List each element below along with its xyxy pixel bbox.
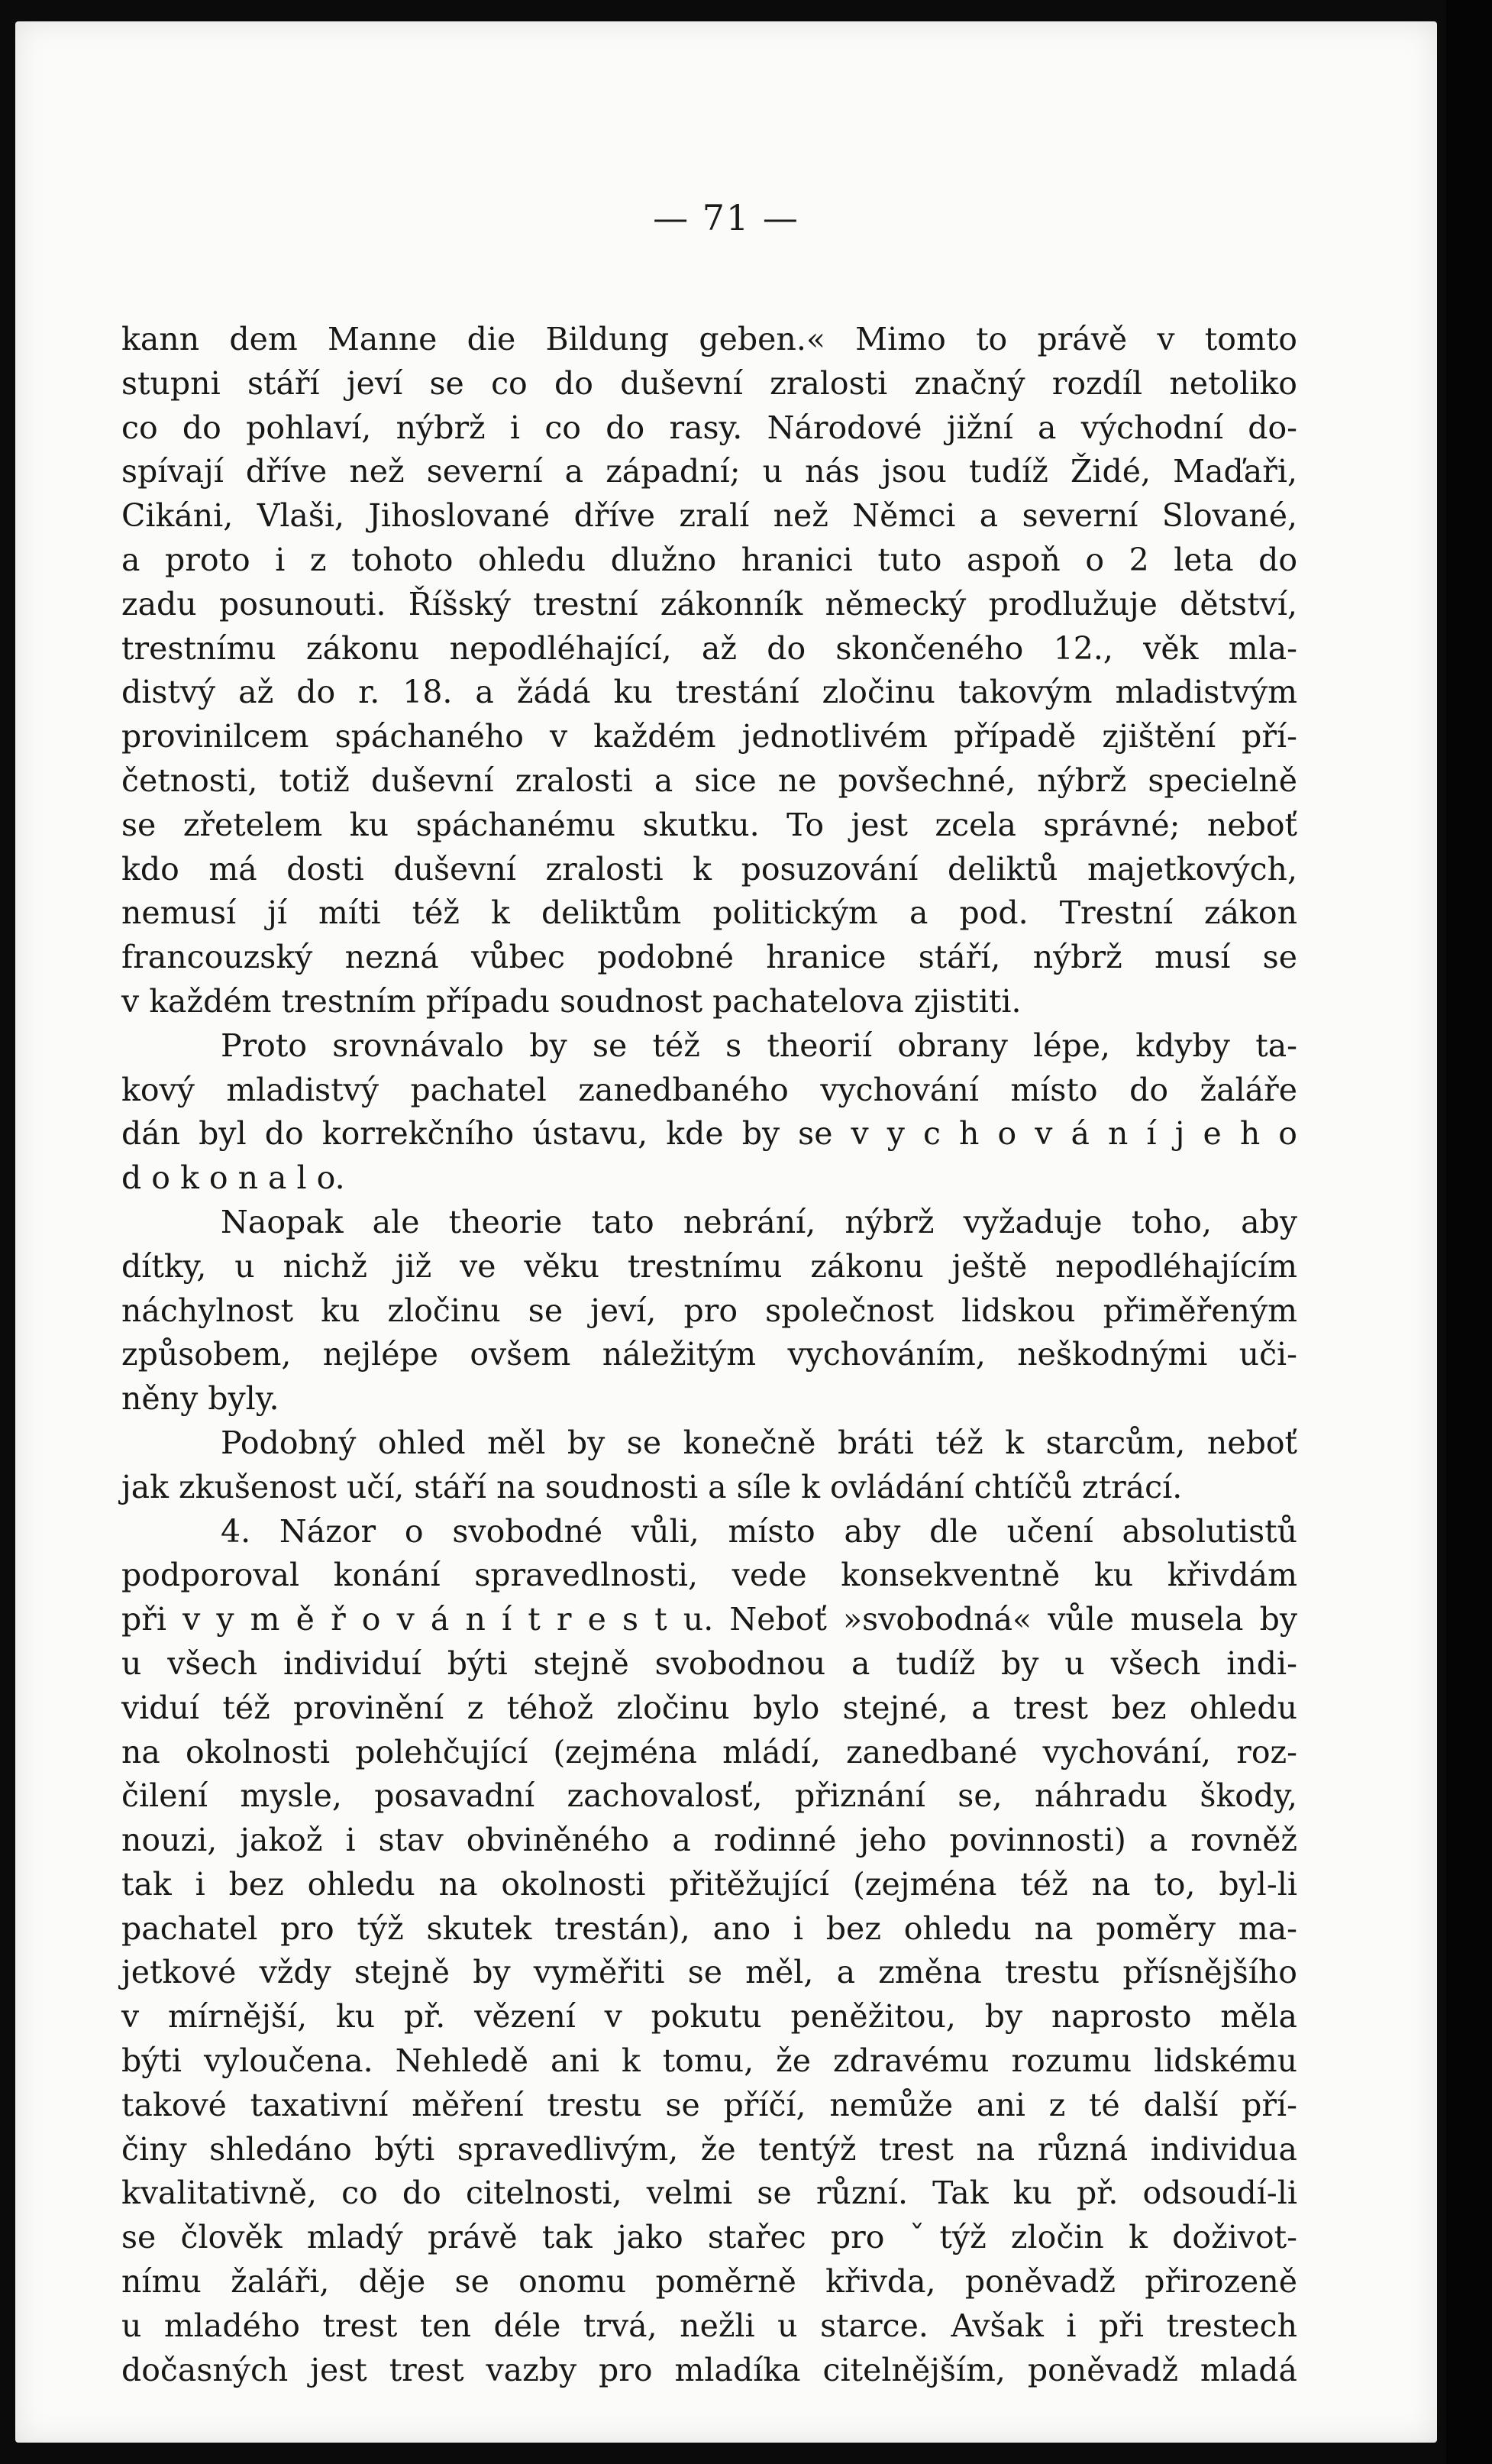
text-line: čilení mysle, posavadní zachovalosť, přiznání se, náhradu škody, bbox=[121, 1777, 1297, 1815]
text-line: jetkové vždy stejně by vyměřiti se měl, a změna trestu přísnějšího bbox=[121, 1954, 1297, 1991]
text-line: stupni stáří jeví se co do duševní zralosti značný rozdíl netoliko bbox=[121, 364, 1297, 402]
text-line: takové taxativní měření trestu se příčí, nemůže ani z té další pří- bbox=[121, 2086, 1297, 2123]
text-line: při v y m ě ř o v á n í t r e s t u. Neboť »svobodná« vůle musela by bbox=[121, 1601, 1297, 1638]
text-line: co do pohlaví, nýbrž i co do rasy. Národové jižní a východní do- bbox=[121, 409, 1297, 446]
text-line: něny byly. bbox=[121, 1380, 279, 1418]
text-line: spívají dříve než severní a západní; u nás jsou tudíž Židé, Maďaři, bbox=[121, 453, 1297, 490]
paragraph-start-line: Podobný ohled měl by se konečně bráti též k starcům, neboť bbox=[221, 1424, 1297, 1461]
text-line: zadu posunouti. Říšský trestní zákonník německý prodlužuje dětství, bbox=[121, 585, 1297, 622]
text-line: četnosti, totiž duševní zralosti a sice ne povšechné, nýbrž specielně bbox=[121, 762, 1297, 799]
text-line: Cikáni, Vlaši, Jihoslované dříve zralí než Němci a severní Slované, bbox=[121, 497, 1297, 535]
text-line: provinilcem spáchaného v každém jednotlivém případě zjištění pří- bbox=[121, 718, 1297, 755]
paragraph-start-line: Proto srovnávalo by se též s theorií obrany lépe, kdyby ta- bbox=[221, 1027, 1297, 1064]
page-number: — 71 — bbox=[653, 197, 799, 238]
text-line: jak zkušenost učí, stáří na soudnosti a síle k ovládání chtíčů ztrácí. bbox=[121, 1468, 1183, 1505]
text-line: v každém trestním případu soudnost pachatelova zjistiti. bbox=[121, 982, 1022, 1020]
text-line: kann dem Manne die Bildung geben.« Mimo to právě v tomto bbox=[121, 321, 1297, 357]
text-line: dán byl do korrekčního ústavu, kde by se v y c h o v á n í j e h o bbox=[121, 1115, 1297, 1153]
text-line: u mladého trest ten déle trvá, nežli u starce. Avšak i při trestech bbox=[121, 2307, 1297, 2344]
text-line: nímu žaláři, děje se onomu poměrně křivda, poněvadž přirozeně bbox=[121, 2263, 1297, 2301]
text-line: pachatel pro týž skutek trestán), ano i bez ohledu na poměry ma- bbox=[121, 1909, 1297, 1947]
body-text bbox=[121, 318, 1297, 2392]
scan-edge-shadow bbox=[1446, 0, 1492, 2464]
text-line: d o k o n a l o. bbox=[121, 1159, 345, 1197]
text-line: u všech individuí býti stejně svobodnou a tudíž by u všech indi- bbox=[121, 1644, 1297, 1682]
paragraph-start-line: 4. Názor o svobodné vůli, místo aby dle učení absolutistů bbox=[221, 1512, 1297, 1550]
text-line: způsobem, nejlépe ovšem náležitým vychováním, neškodnými uči- bbox=[121, 1336, 1297, 1373]
text-line: dítky, u nichž již ve věku trestnímu zákonu ještě nepodléhajícím bbox=[121, 1247, 1297, 1285]
text-line: tak i bez ohledu na okolnosti přitěžující (zejména též na to, byl-li bbox=[121, 1865, 1297, 1903]
text-line: kdo má dosti duševní zralosti k posuzování deliktů majetkových, bbox=[121, 850, 1297, 888]
text-line: náchylnost ku zločinu se jeví, pro společnost lidskou přiměřeným bbox=[121, 1292, 1297, 1329]
text-line: viduí též provinění z téhož zločinu bylo stejné, a trest bez ohledu bbox=[121, 1689, 1297, 1726]
text-line: na okolnosti polehčující (zejména mládí, zanedbané vychování, roz- bbox=[121, 1733, 1297, 1770]
text-line: kvalitativně, co do citelnosti, velmi se různí. Tak ku př. odsoudí-li bbox=[121, 2175, 1297, 2212]
text-line: nouzi, jakož i stav obviněného a rodinné jeho povinnosti) a rovněž bbox=[121, 1822, 1297, 1859]
text-line: činy shledáno býti spravedlivým, že tentýž trest na různá individua bbox=[121, 2130, 1297, 2168]
text-line: distvý až do r. 18. a žádá ku trestání zločinu takovým mladistvým bbox=[121, 674, 1297, 711]
text-line: podporoval konání spravedlnosti, vede konsekventně ku křivdám bbox=[121, 1557, 1297, 1594]
text-line: nemusí jí míti též k deliktům politickým a pod. Trestní zákon bbox=[121, 894, 1297, 932]
book-page bbox=[15, 21, 1437, 2443]
text-line: dočasných jest trest vazby pro mladíka citelnějším, poněvadž mladá bbox=[121, 2351, 1297, 2388]
text-line: se člověk mladý právě tak jako stařec pro ˇtýž zločin k doživot- bbox=[121, 2219, 1297, 2256]
text-line: se zřetelem ku spáchanému skutku. To jest zcela správné; neboť bbox=[121, 806, 1297, 843]
text-line: a proto i z tohoto ohledu dlužno hranici tuto aspoň o 2 leta do bbox=[121, 541, 1297, 578]
text-line: býti vyloučena. Nehledě ani k tomu, že zdravému rozumu lidskému bbox=[121, 2042, 1297, 2080]
text-line: francouzský nezná vůbec podobné hranice stáří, nýbrž musí se bbox=[121, 939, 1297, 976]
text-line: kový mladistvý pachatel zanedbaného vychování místo do žaláře bbox=[121, 1071, 1297, 1108]
text-line: trestnímu zákonu nepodléhající, až do skončeného 12., věk mla- bbox=[121, 629, 1297, 667]
paragraph-start-line: Naopak ale theorie tato nebrání, nýbrž vyžaduje toho, aby bbox=[221, 1203, 1297, 1240]
text-line: v mírnější, ku př. vězení v pokutu peněžitou, by naprosto měla bbox=[121, 1998, 1297, 2036]
